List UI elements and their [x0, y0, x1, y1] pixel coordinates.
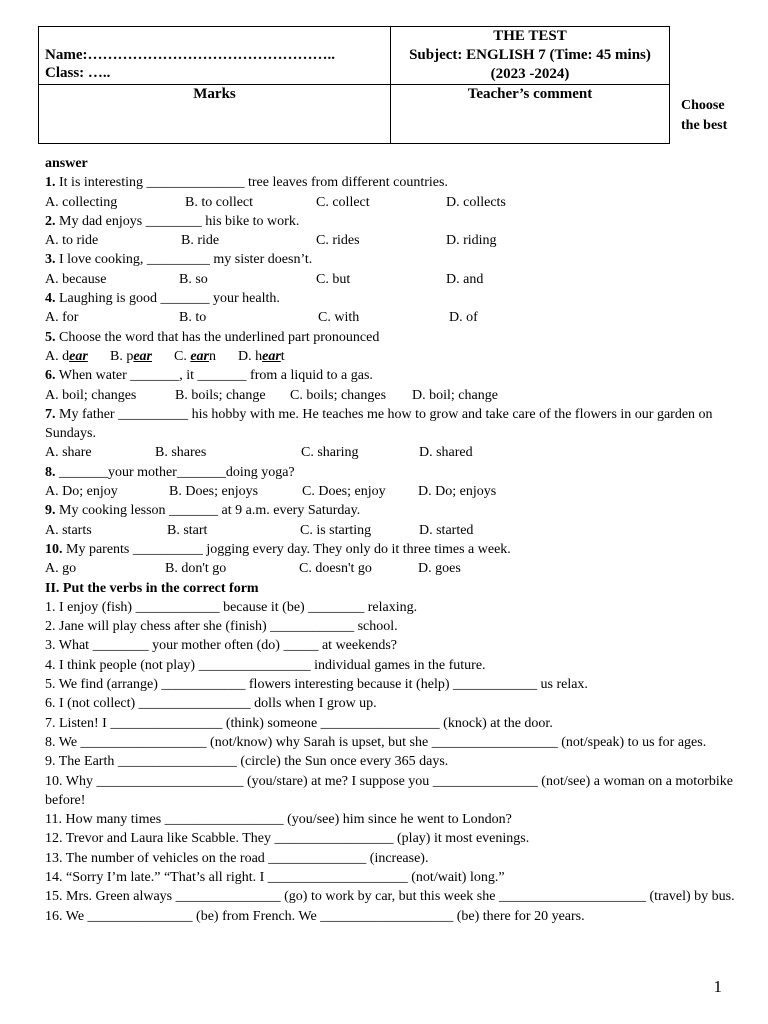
question-4: 4. Laughing is good _______ your health. — [45, 291, 280, 307]
option-c[interactable]: C. Does; enjoy — [302, 484, 386, 500]
option-d[interactable]: D. of — [449, 310, 478, 326]
subject-line: Subject: ENGLISH 7 (Time: 45 mins) — [409, 47, 651, 63]
question-3: 3. I love cooking, _________ my sister doesn’t. — [45, 252, 313, 268]
option-a[interactable]: A. for — [45, 310, 79, 326]
option-b[interactable]: B. Does; enjoys — [169, 484, 259, 500]
option-d[interactable]: D. collects — [446, 194, 506, 210]
option-b[interactable]: B. to collect — [185, 194, 254, 210]
question-8: 8. _______your mother_______doing yoga? — [45, 464, 295, 480]
verb-item-1[interactable]: 1. I enjoy (fish) ____________ because it (be) ________ relaxing. — [45, 599, 418, 615]
name-field[interactable]: Name:………………………………………….. — [45, 47, 335, 63]
option-d[interactable]: D. and — [446, 271, 484, 287]
verb-item-14[interactable]: 14. “Sorry I’m late.” “That’s all right. I ____________________ (not/wait) long.” — [45, 869, 505, 885]
question-1: 1. It is interesting ______________ tree leaves from different countries. — [45, 175, 448, 191]
question-5: 5. Choose the word that has the underlined part pronounced — [45, 329, 380, 345]
option-d[interactable]: D. started — [419, 522, 474, 538]
page-number: 1 — [713, 977, 722, 996]
option-a[interactable]: A. to ride — [45, 233, 99, 249]
verb-item-12[interactable]: 12. Trevor and Laura like Scabble. They _________________ (play) it most evenings. — [45, 831, 530, 847]
question-10-options — [45, 559, 735, 578]
section2-title: II. Put the verbs in the correct form — [45, 580, 259, 596]
option-b[interactable]: B. don't go — [165, 561, 227, 577]
question-3-options — [45, 270, 735, 289]
teacher-comment-label: Teacher’s comment — [467, 86, 593, 102]
section1-title-end: answer — [45, 156, 88, 171]
marks-label: Marks — [193, 86, 236, 102]
verb-item-4[interactable]: 4. I think people (not play) ________________ individual games in the future. — [45, 657, 486, 673]
test-content — [45, 154, 735, 926]
question-8-options — [45, 482, 735, 501]
option-a[interactable]: A. collecting — [45, 194, 118, 210]
verb-item-15[interactable]: 15. Mrs. Green always _______________ (go) to work by car, but this week she _____________________ (travel) by bus. — [45, 889, 735, 905]
question-5-options — [45, 347, 735, 366]
option-c[interactable]: C. rides — [316, 233, 360, 249]
option-b[interactable]: B. boils; change — [175, 387, 266, 403]
teacher-comment-cell — [391, 85, 670, 144]
option-a[interactable]: A. Do; enjoy — [45, 484, 118, 500]
question-9: 9. My cooking lesson _______ at 9 a.m. every Saturday. — [45, 503, 361, 519]
option-d[interactable]: D. goes — [418, 561, 461, 577]
class-field[interactable]: Class: ….. — [45, 65, 111, 81]
option-a[interactable]: A. go — [45, 561, 77, 577]
option-d[interactable]: D. boil; change — [412, 387, 498, 403]
verb-item-9[interactable]: 9. The Earth _________________ (circle) the Sun once every 365 days. — [45, 754, 449, 770]
question-1-options — [45, 193, 735, 212]
marks-cell — [39, 85, 391, 144]
verb-item-13[interactable]: 13. The number of vehicles on the road ______________ (increase). — [45, 850, 429, 866]
question-2: 2. My dad enjoys ________ his bike to work. — [45, 213, 300, 229]
option-b[interactable]: B. start — [167, 522, 208, 538]
verb-item-16[interactable]: 16. We _______________ (be) from French. We ___________________ (be) there for 20 years. — [45, 908, 585, 924]
option-c[interactable]: C. with — [318, 310, 360, 326]
option-c[interactable]: C. earn — [174, 348, 217, 364]
option-a[interactable]: A. starts — [45, 522, 92, 538]
option-c[interactable]: C. boils; changes — [290, 387, 387, 403]
option-c[interactable]: C. collect — [316, 194, 370, 210]
option-b[interactable]: B. pear — [110, 348, 153, 364]
question-9-options — [45, 521, 735, 540]
option-c[interactable]: C. doesn't go — [299, 561, 372, 577]
option-d[interactable]: D. Do; enjoys — [418, 484, 497, 500]
test-title: THE TEST — [493, 28, 567, 44]
option-c[interactable]: C. is starting — [300, 522, 372, 538]
option-a[interactable]: A. because — [45, 271, 107, 287]
name-class-cell — [39, 27, 391, 85]
verb-item-10[interactable]: 10. Why _____________________ (you/stare) at me? I suppose you _______________ (not/see) a woman on a motorbike before! — [45, 773, 733, 808]
option-d[interactable]: D. shared — [419, 445, 473, 461]
verb-item-7[interactable]: 7. Listen! I ________________ (think) someone _________________ (knock) at the door. — [45, 715, 553, 731]
section1-title-start: Choose the best — [681, 98, 728, 133]
option-b[interactable]: B. to — [179, 310, 207, 326]
test-info-cell — [391, 27, 670, 85]
option-b[interactable]: B. ride — [181, 233, 220, 249]
option-c[interactable]: C. sharing — [301, 445, 359, 461]
question-7-options — [45, 443, 735, 462]
school-year: (2023 -2024) — [490, 66, 570, 82]
option-a[interactable]: A. share — [45, 445, 92, 461]
verb-item-3[interactable]: 3. What ________ your mother often (do) _____ at weekends? — [45, 638, 397, 654]
option-a[interactable]: A. dear — [45, 348, 88, 364]
question-7: 7. My father __________ his hobby with me. He teaches me how to grow and take care of the flowers in our garden on Sundays. — [45, 406, 713, 442]
verb-item-6[interactable]: 6. I (not collect) ________________ dolls when I grow up. — [45, 696, 377, 712]
question-6-options — [45, 386, 735, 405]
question-4-options — [45, 308, 735, 327]
header-table — [38, 26, 670, 144]
verb-item-11[interactable]: 11. How many times _________________ (you/see) him since he went to London? — [45, 812, 512, 828]
question-2-options — [45, 231, 735, 250]
option-b[interactable]: B. so — [179, 271, 208, 287]
verb-item-5[interactable]: 5. We find (arrange) ____________ flowers interesting because it (help) ____________ us relax. — [45, 677, 588, 693]
option-d[interactable]: D. riding — [446, 233, 497, 249]
option-b[interactable]: B. shares — [155, 445, 207, 461]
verb-item-2[interactable]: 2. Jane will play chess after she (finish) ____________ school. — [45, 619, 398, 635]
option-c[interactable]: C. but — [316, 271, 351, 287]
option-a[interactable]: A. boil; changes — [45, 387, 137, 403]
question-10: 10. My parents __________ jogging every day. They only do it three times a week. — [45, 541, 511, 557]
verb-item-8[interactable]: 8. We __________________ (not/know) why Sarah is upset, but she __________________ (not/speak) to us for ages. — [45, 734, 707, 750]
option-d[interactable]: D. heart — [238, 348, 285, 364]
question-6: 6. When water _______, it _______ from a liquid to a gas. — [45, 368, 373, 384]
